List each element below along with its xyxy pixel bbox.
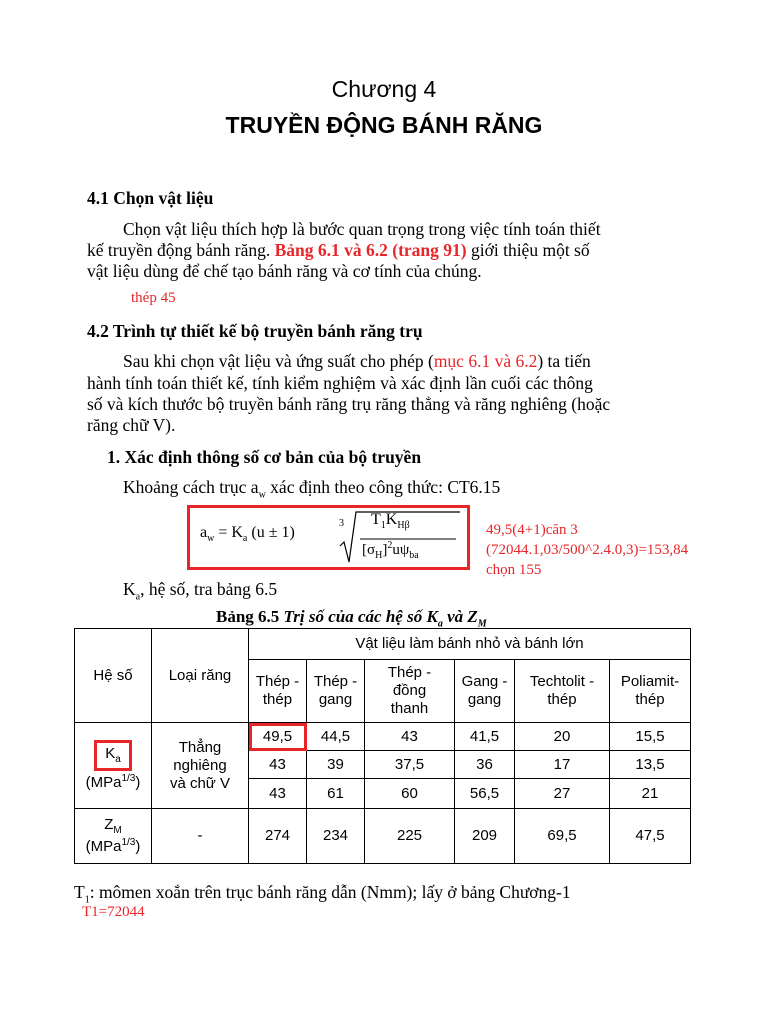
calc-note-line3: chọn 155 xyxy=(486,562,542,578)
header-material-3: Thép - đồng thanh xyxy=(365,660,455,723)
table-cell: 20 xyxy=(515,723,610,751)
s41-line2 xyxy=(87,240,590,261)
table-cell: 17 xyxy=(515,751,610,779)
formula-t-sub: 1 xyxy=(380,520,386,532)
header-material-1: Thép - thép xyxy=(249,660,307,723)
table-cell: 21 xyxy=(610,779,691,809)
ka-row-label: $K_a$ (MPa$^{1/3}$) xyxy=(75,723,152,809)
table-caption-title: Trị số của các hệ số K xyxy=(283,607,438,626)
s42-line3: số và kích thước bộ truyền bánh răng trụ răng thẳng và răng nghiêng (hoặc xyxy=(87,394,611,414)
table-cell: 56,5 xyxy=(455,779,515,809)
calc-note-line1: 49,5(4+1)căn 3 xyxy=(486,522,578,538)
chapter-label: Chương 4 xyxy=(331,76,437,102)
s41-line1: Chọn vật liệu thích hợp là bước quan trọng trong việc tính toán thiết xyxy=(123,219,601,239)
material-note: thép 45 xyxy=(131,290,176,306)
center-distance-sub: w xyxy=(258,489,266,501)
item1-heading: 1. Xác định thông số cơ bản của bộ truyền xyxy=(107,447,422,467)
s42-line2: hành tính toán thiết kế, tính kiểm nghiệm và xác định lần cuối các thông xyxy=(87,373,593,393)
formula-eq-ka: = K xyxy=(214,524,243,541)
zm-type-cell: - xyxy=(152,809,249,864)
ka-label-highlight: $K_a$ xyxy=(94,740,132,771)
table-cell: 234 xyxy=(307,809,365,864)
formula-numerator xyxy=(371,511,410,531)
table-cell: 13,5 xyxy=(610,751,691,779)
ka-description: , hệ số, tra bảng 6.5 xyxy=(140,579,278,599)
calc-note-line2: (72044.1,03/500^2.4.0,3)=153,84 xyxy=(486,542,689,558)
formula-ka-sub: a xyxy=(242,533,248,545)
section-4-2-heading: 4.2 Trình tự thiết kế bộ truyền bánh răng trụ xyxy=(87,321,423,341)
formula-k: K xyxy=(385,511,398,528)
center-distance-line xyxy=(123,477,500,501)
formula-denominator xyxy=(362,540,419,561)
tooth-type-cell: Thẳng nghiêng và chữ V xyxy=(152,723,249,809)
header-coefficient: Hệ số xyxy=(75,629,152,723)
formula-u-psi: uψ xyxy=(392,542,410,558)
formula-sigma: [σ xyxy=(362,542,376,558)
caption-ka-sub: a xyxy=(437,618,443,630)
s42-line1-end: ) ta tiến xyxy=(537,351,591,371)
ka-symbol-sub: a xyxy=(135,591,141,603)
formula-k-sub: Hβ xyxy=(397,520,410,532)
caption-and-zm: và Z xyxy=(442,607,478,626)
t1-symbol-sub: 1 xyxy=(84,894,90,906)
table-cell: 43 xyxy=(249,751,307,779)
table-cell: 44,5 xyxy=(307,723,365,751)
table-cell: 274 xyxy=(249,809,307,864)
table-cell: 47,5 xyxy=(610,809,691,864)
t1-symbol: T xyxy=(74,882,85,902)
formula-psi-sub: ba xyxy=(409,550,419,561)
section-4-1-heading: 4.1 Chọn vật liệu xyxy=(87,188,214,208)
formula-root-index: 3 xyxy=(339,518,344,529)
center-distance-text: Khoảng cách trục a xyxy=(123,477,259,497)
table-cell: 39 xyxy=(307,751,365,779)
s41-line2-start: kế truyền động bánh răng. xyxy=(87,240,271,260)
chapter-title: TRUYỀN ĐỘNG BÁNH RĂNG xyxy=(225,112,543,138)
formula-sigma-sub: H xyxy=(375,550,383,561)
center-distance-text-end: xác định theo công thức: CT6.15 xyxy=(265,477,501,497)
ka-symbol: K xyxy=(123,579,136,599)
header-material-4: Gang - gang xyxy=(455,660,515,723)
formula-aw: a xyxy=(200,524,208,541)
table-cell: 27 xyxy=(515,779,610,809)
s42-ref: mục 6.1 và 6.2 xyxy=(433,351,538,371)
header-material-group: Vật liệu làm bánh nhỏ và bánh lớn xyxy=(249,629,691,660)
header-tooth-type: Loại răng xyxy=(152,629,249,723)
header-material-6: Poliamit- thép xyxy=(610,660,691,723)
table-cell: 61 xyxy=(307,779,365,809)
formula-aw-sub: w xyxy=(207,533,215,545)
s42-line1-start: Sau khi chọn vật liệu và ứng suất cho phép ( xyxy=(123,351,434,371)
table-cell: 41,5 xyxy=(455,723,515,751)
table-cell: 225 xyxy=(365,809,455,864)
formula-ratio-term: (u ± 1) xyxy=(251,524,295,541)
table-cell: 209 xyxy=(455,809,515,864)
table-cell: 36 xyxy=(455,751,515,779)
coefficient-table xyxy=(74,628,691,864)
t1-value-note: T1=72044 xyxy=(82,904,145,920)
header-material-5: Techtolit - thép xyxy=(515,660,610,723)
table-cell: 60 xyxy=(365,779,455,809)
s41-line3: vật liệu dùng để chế tạo bánh răng và cơ tính của chúng. xyxy=(87,261,482,281)
s42-line4: răng chữ V). xyxy=(87,415,176,435)
formula-bracket: ] xyxy=(382,542,388,558)
table-cell: 43 xyxy=(249,779,307,809)
table-cell: 43 xyxy=(365,723,455,751)
t1-line xyxy=(74,882,571,906)
caption-zm-sub: M xyxy=(477,618,487,630)
formula-lhs xyxy=(200,524,295,544)
s42-line1 xyxy=(123,351,591,372)
table-cell: 69,5 xyxy=(515,809,610,864)
table-cell: 37,5 xyxy=(365,751,455,779)
formula-t: T xyxy=(371,511,381,528)
zm-row-label: $Z_M$ (MPa$^{1/3}$) xyxy=(75,809,152,864)
s41-line2-end: giới thiệu một số xyxy=(470,240,590,260)
table-cell: 15,5 xyxy=(610,723,691,751)
header-material-2: Thép - gang xyxy=(307,660,365,723)
t1-description: : mômen xoắn trên trục bánh răng dẫn (Nmm); lấy ở bảng Chương-1 xyxy=(89,882,571,902)
table-caption xyxy=(216,607,487,629)
ka-line xyxy=(123,579,277,603)
formula-square: 2 xyxy=(387,540,393,551)
s41-table-ref: Bảng 6.1 và 6.2 (trang 91) xyxy=(274,240,467,260)
table-caption-number: Bảng 6.5 xyxy=(216,607,280,626)
ka-value-selected: 49,5 xyxy=(249,723,307,751)
